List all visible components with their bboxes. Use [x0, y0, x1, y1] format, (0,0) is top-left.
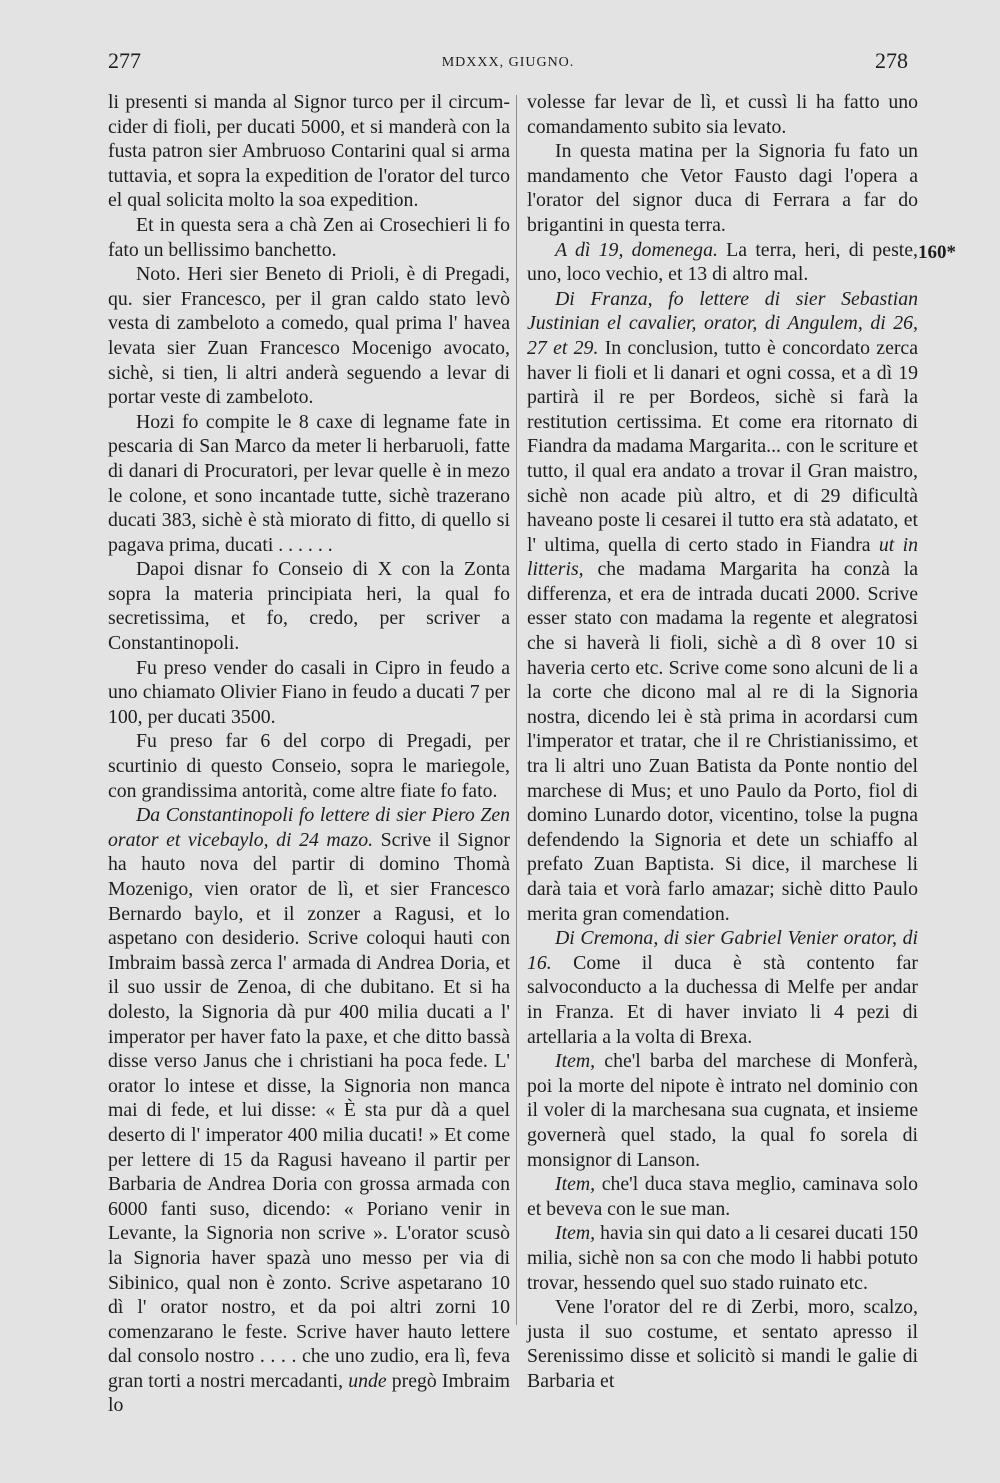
text-run: Come il duca è stà contento far salvoconducto a la duchessa di Melfe per andar in Franza. Et di haver inviato li 4 pezi di artellaria a la volta di Brexa.: [527, 951, 918, 1048]
left-page-number: 277: [108, 48, 141, 73]
paragraph: [108, 213, 510, 262]
text-run: che madama Margarita ha conzà la differenza, et era de intrada ducati 2000. Scrive esser stato con madama la regente et alegratosi che si haverà li fioli, sichè a dì 8 over 10 si haveria certo etc. Scrive come sono alcuni de li a la corte che dicono mal al re di la Signoria nostra, dicendo lei è stà prima in acordarsi cum l'imperator et tratar, che il re Christianissimo, et tra li altri uno Zuan Batista da Ponte nontio del marchese di Mus; et uno Paulo da Porto, fiol di domino Lunardo dotor, vicentino, tolse la pugna defendendo la Signoria et dete un schiaffo al prefato Zuan Baptista. Si dice, il marchese li darà taia et vorà farlo amazar; sichè ditto Paulo merita gran comendation.: [527, 558, 918, 925]
margin-note: 160*: [918, 242, 956, 263]
text-run: che'l duca stava meglio, caminava solo et beveva con le sue man.: [527, 1173, 918, 1220]
paragraph: [527, 287, 918, 926]
paragraph: [108, 656, 510, 730]
text-run: Fu preso vender do casali in Cipro in feudo a uno chiamato Olivier Fiano in feudo a ducati 7 per 100, per ducati 3500.: [108, 656, 510, 728]
paragraph: [527, 1172, 918, 1221]
paragraph: [108, 410, 510, 558]
text-run: pregò Imbraim lo: [108, 1369, 511, 1417]
italic-text: Da Constantinopoli fo lettere di sier Piero Zen orator et vicebaylo, di 24 mazo.: [108, 804, 510, 851]
text-run: In conclusion, tutto è concordato zerca haver li fioli et li danari et ogni cossa, et a dì 19 partirà il re per Bordeos, sichè si farà la restitution certissima. Et come era ritornato di Fiandra da madama Margarita... con le scriture et tutto, il qual era andato a trovar il Gran maistro, sichè non acade più altro, et di 29 dificultà haveano poste li cesarei il tutto era stà adatato, et l' ultima, quella di certo stado in Fiandra: [527, 336, 918, 556]
text-run: volesse far levar de lì, et cussì li ha fatto uno comandamento subito sia levato.: [527, 91, 918, 138]
text-run: li presenti si manda al Signor turco per il circum-cider di fioli, per ducati 5000, et si manderà con la fusta patron sier Ambruoso Contarini qual si arma tuttavia, et sopra la expedition de l'orator del turco el qual solicita molto la soa expedition.: [108, 91, 510, 212]
italic-text: Di Franza, fo lettere di sier Sebastian Justinian el cavalier, orator, di Angulem, di 26, 27 et 29.: [527, 287, 918, 359]
running-title: MDXXX, GIUGNO.: [441, 55, 575, 70]
text-run: In questa matina per la Signoria fu fato un mandamento che Vetor Fausto dagi l'opera a l'orator del signor duca di Ferrara a far do brigantini in questa terra.: [527, 140, 918, 236]
italic-text: A dì 19, domenega.: [555, 238, 718, 261]
left-column: [108, 90, 510, 1418]
right-column: [527, 90, 918, 1393]
text-run: Fu preso far 6 del corpo di Pregadi, per scurtinio di questo Conseio, sopra le mariegole, con grandissima antorità, come altre fiate fo fato.: [108, 730, 510, 802]
text-run: Vene l'orator del re di Zerbi, moro, scalzo, justa il suo costume, et sentato apresso il Serenissimo disse et solicitò si mandi le galie di Barbaria et: [527, 1296, 918, 1392]
paragraph: [108, 90, 510, 213]
paragraph: [108, 803, 510, 1418]
text-run: La terra, heri, di peste, uno, loco vechio, et 13 di altro mal.: [527, 238, 918, 286]
paragraph: [527, 1295, 918, 1393]
paragraph: [527, 926, 918, 1049]
paragraph: [108, 262, 510, 410]
italic-text: Di Cremona, di sier Gabriel Venier orator, di 16.: [527, 927, 918, 974]
right-page-number: 278: [875, 48, 908, 73]
paragraph: [527, 238, 918, 287]
text-run: che'l barba del marchese di Monferà, poi la morte del nipote è intrato nel dominio con il voler di la marchesana sua cugnata, et insieme governerà quel stado, la qual fo sorela di monsignor di Lanson.: [527, 1050, 918, 1171]
italic-text: Item,: [555, 1050, 596, 1073]
text-run: Hozi fo compite le 8 caxe di legname fate in pescaria di San Marco da meter li herbaruoli, fatte di danari di Procuratori, per levar quelle è in mezo le colone, et sono incantade tutte, sichè trazerano ducati 383, sichè è stà miorato di fitto, di quello si pagava prima, ducati . . . . . .: [108, 410, 510, 556]
paragraph: [527, 1221, 918, 1295]
italic-text: Item,: [555, 1222, 596, 1245]
page-header: [108, 48, 908, 88]
paragraph: [527, 1049, 918, 1172]
italic-text: Item,: [555, 1173, 596, 1196]
text-run: Et in questa sera a chà Zen ai Crosechieri li fo fato un bellissimo banchetto.: [108, 213, 510, 261]
paragraph: [108, 557, 510, 655]
paragraph: [527, 139, 918, 237]
column-divider: [516, 95, 517, 1325]
text-run: Noto. Heri sier Beneto di Prioli, è di Pregadi, qu. sier Francesco, per il gran caldo stato levò vesta di zambeloto a comedo, qual prima l' havea levata sier Zuan Francesco Mocenigo avocato, sichè, si tien, li altri anderà seguendo a levar di portar veste di zambeloto.: [108, 263, 510, 409]
text-run: Dapoi disnar fo Conseio di X con la Zonta sopra la materia principiata heri, la qual fo secretissima, et fo, credo, per scriver a Constantinopoli.: [108, 558, 510, 655]
text-run: havia sin qui dato a li cesarei ducati 150 milia, sichè non sa con che modo li habbi potuto trovar, hessendo quel suo stado ruinato etc.: [527, 1222, 918, 1294]
text-run: Scrive il Signor ha hauto nova del partir di domino Thomà Mozenigo, vien orator de lì, et sier Francesco Bernardo baylo, et il zonzer a Ragusi, et lo aspetano con desiderio. Scrive coloqui hauti con Imbraim bassà zerca l' armada di Andrea Doria, et il suo ussir de Zenoa, di che dubitano. Et si ha dolesto, la Signoria dà pur 400 milia ducati a l' imperator per haver fato la paxe, et che ditto bassà disse verso Janus che i christiani ha poca fede. L' orator lo intese et disse, la Signoria non manca mai di fede, et lui disse: « È sta pur dà a quel deserto di l' imperator 400 milia ducati! » Et come per lettere di 15 da Ragusi haveano il partir per Barbaria de Andrea Doria con grossa armada con 6000 fanti suso, dicendo: « Poriano venir in Levante, la Signoria non scrive ». L'orator scusò la Signoria haver spazà uno messo per via di Sibinico, qual non è zonto. Scrive aspetarano 10 dì l' orator nostro, et da poi altri zorni 10 comenzarano le feste. Scrive haver hauto lettere dal consolo nostro . . . . che uno zudio, era lì, feva gran torti a nostri mercadanti,: [108, 828, 510, 1392]
paragraph: [108, 729, 510, 803]
paragraph: [527, 90, 918, 139]
italic-text: unde: [348, 1369, 387, 1392]
italic-text: ut in litteris,: [527, 533, 918, 581]
